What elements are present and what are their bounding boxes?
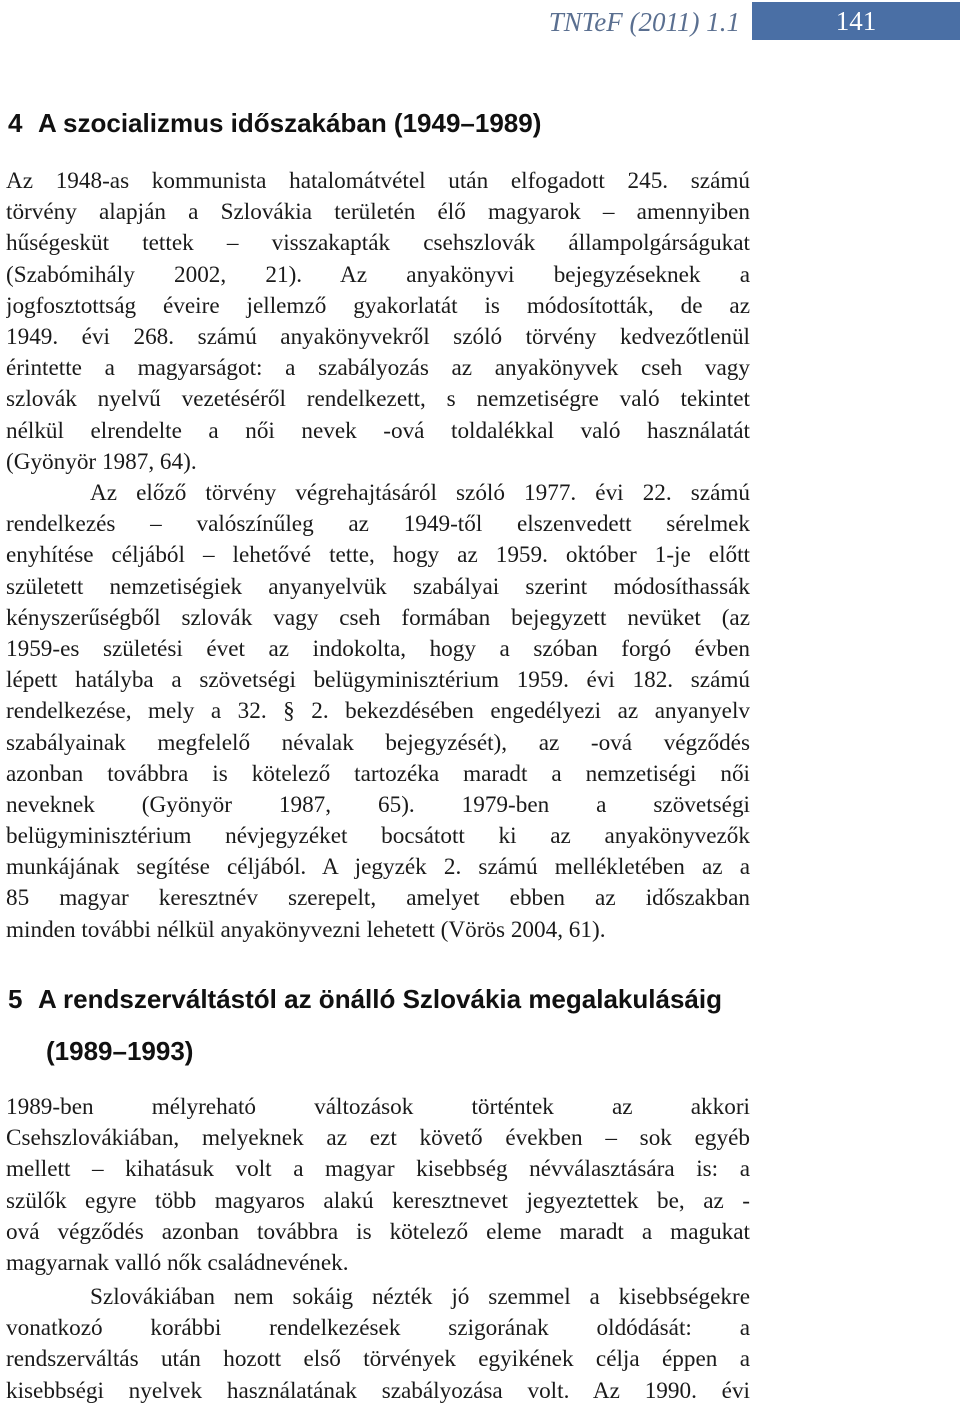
text-line: (Szabómihály 2002, 21). Az anyakönyvi bejegyzéseknek a bbox=[6, 261, 750, 288]
section-4-paragraph-2 bbox=[6, 478, 750, 946]
text-line: mellett – kihatásuk volt a magyar kisebbség névválasztására is: a bbox=[6, 1156, 750, 1183]
text-line: szabályainak megfelelő névalak bejegyzését), az -ová végződés bbox=[6, 729, 750, 756]
section-4-heading bbox=[8, 106, 541, 140]
text-line: 1959-es születési évet az indokolta, hogy a szóban forgó évben bbox=[6, 635, 750, 662]
text-line: 1949. évi 268. számú anyakönyvekről szóló törvény kedvezőtlenül bbox=[6, 323, 750, 350]
text-line: enyhítése céljából – lehetővé tette, hogy az 1959. október 1-je előtt bbox=[6, 542, 750, 569]
text-line: Csehszlovákiában, melyeknek az ezt követő években – sok egyéb bbox=[6, 1125, 750, 1152]
section-5-title: A rendszerváltástól az önálló Szlovákia megalakulásáig bbox=[38, 984, 722, 1014]
section-5-number: 5 bbox=[8, 984, 23, 1014]
page-number-badge: 141 bbox=[752, 2, 960, 40]
text-line: rendelkezés – valószínűleg az 1949-től elszenvedett sérelmek bbox=[6, 511, 750, 538]
text-line: szlovák nyelvű vezetéséről rendelkezett, s nemzetiségre való tekintet bbox=[6, 386, 750, 413]
section-4-number: 4 bbox=[8, 108, 23, 138]
section-4-title: A szocializmus időszakában (1949–1989) bbox=[38, 108, 542, 138]
text-line: Az előző törvény végrehajtásáról szóló 1977. évi 22. számú bbox=[90, 480, 750, 506]
journal-header: TNTeF (2011) 1.1 bbox=[548, 7, 740, 37]
text-line: rendelkezése, mely a 32. § 2. bekezdésében engedélyezi az anyanyelv bbox=[6, 698, 750, 725]
text-line: szülők egyre több magyaros alakú keresztnevet jegyeztettek be, az - bbox=[6, 1187, 750, 1214]
section-5-heading-continuation: (1989–1993) bbox=[46, 1036, 194, 1066]
text-line: törvény alapján a Szlovákia területén élő magyarok – amennyiben bbox=[6, 199, 750, 226]
text-line: 1989-ben mélyreható változások történtek az akkori bbox=[6, 1094, 750, 1120]
text-line: Szlovákiában nem sokáig nézték jó szemmel a kisebbségekre bbox=[90, 1284, 750, 1310]
text-line: kényszerűségből szlovák vagy cseh formában bejegyzett nevüket (az bbox=[6, 604, 750, 631]
text-line: neveknek (Gyönyör 1987, 65). 1979-ben a szövetségi bbox=[6, 791, 750, 818]
section-5-paragraph-2 bbox=[6, 1282, 750, 1407]
text-line: hűségesküt tettek – visszakapták csehszlovák állampolgárságukat bbox=[6, 230, 750, 257]
text-line: 85 magyar keresztnév szerepelt, amelyet ebben az időszakban bbox=[6, 885, 750, 912]
text-line: lépett hatályba a szövetségi belügyminisztérium 1959. évi 182. számú bbox=[6, 667, 750, 694]
text-line: Az 1948-as kommunista hatalomátvétel után elfogadott 245. számú bbox=[6, 168, 750, 194]
text-line: belügyminisztérium névjegyzéket bocsátott ki az anyakönyvezők bbox=[6, 823, 750, 850]
text-line: jogfosztottság éveire jellemző gyakorlatát is módosították, de az bbox=[6, 292, 750, 319]
text-line: magyarnak valló nők családnevének. bbox=[6, 1249, 349, 1276]
text-line: (Gyönyör 1987, 64). bbox=[6, 448, 197, 475]
text-line: kisebbségi nyelvek használatának szabályozása volt. Az 1990. évi bbox=[6, 1377, 750, 1404]
text-line: érintette a magyarságot: a szabályozás az anyakönyvek cseh vagy bbox=[6, 355, 750, 382]
section-4-paragraph-1 bbox=[6, 166, 750, 478]
section-5-heading bbox=[8, 982, 722, 1016]
text-line: munkájának segítése céljából. A jegyzék 2. számú mellékletében az a bbox=[6, 854, 750, 881]
text-line: nélkül elrendelte a női nevek -ová toldalékkal való használatát bbox=[6, 417, 750, 444]
text-line: minden további nélkül anyakönyvezni lehetett (Vörös 2004, 61). bbox=[6, 916, 606, 943]
text-line: ová végződés azonban továbbra is kötelező eleme maradt a magukat bbox=[6, 1218, 750, 1245]
section-5-paragraph-1 bbox=[6, 1092, 750, 1279]
text-line: született nemzetiségiek anyanyelvük szabályai szerint módosíthassák bbox=[6, 573, 750, 600]
text-line: rendszerváltás után hozott első törvények egyikének célja éppen a bbox=[6, 1346, 750, 1373]
text-line: azonban továbbra is kötelező tartozéka maradt a nemzetiségi női bbox=[6, 760, 750, 787]
text-line: vonatkozó korábbi rendelkezések szigorának oldódását: a bbox=[6, 1315, 750, 1342]
